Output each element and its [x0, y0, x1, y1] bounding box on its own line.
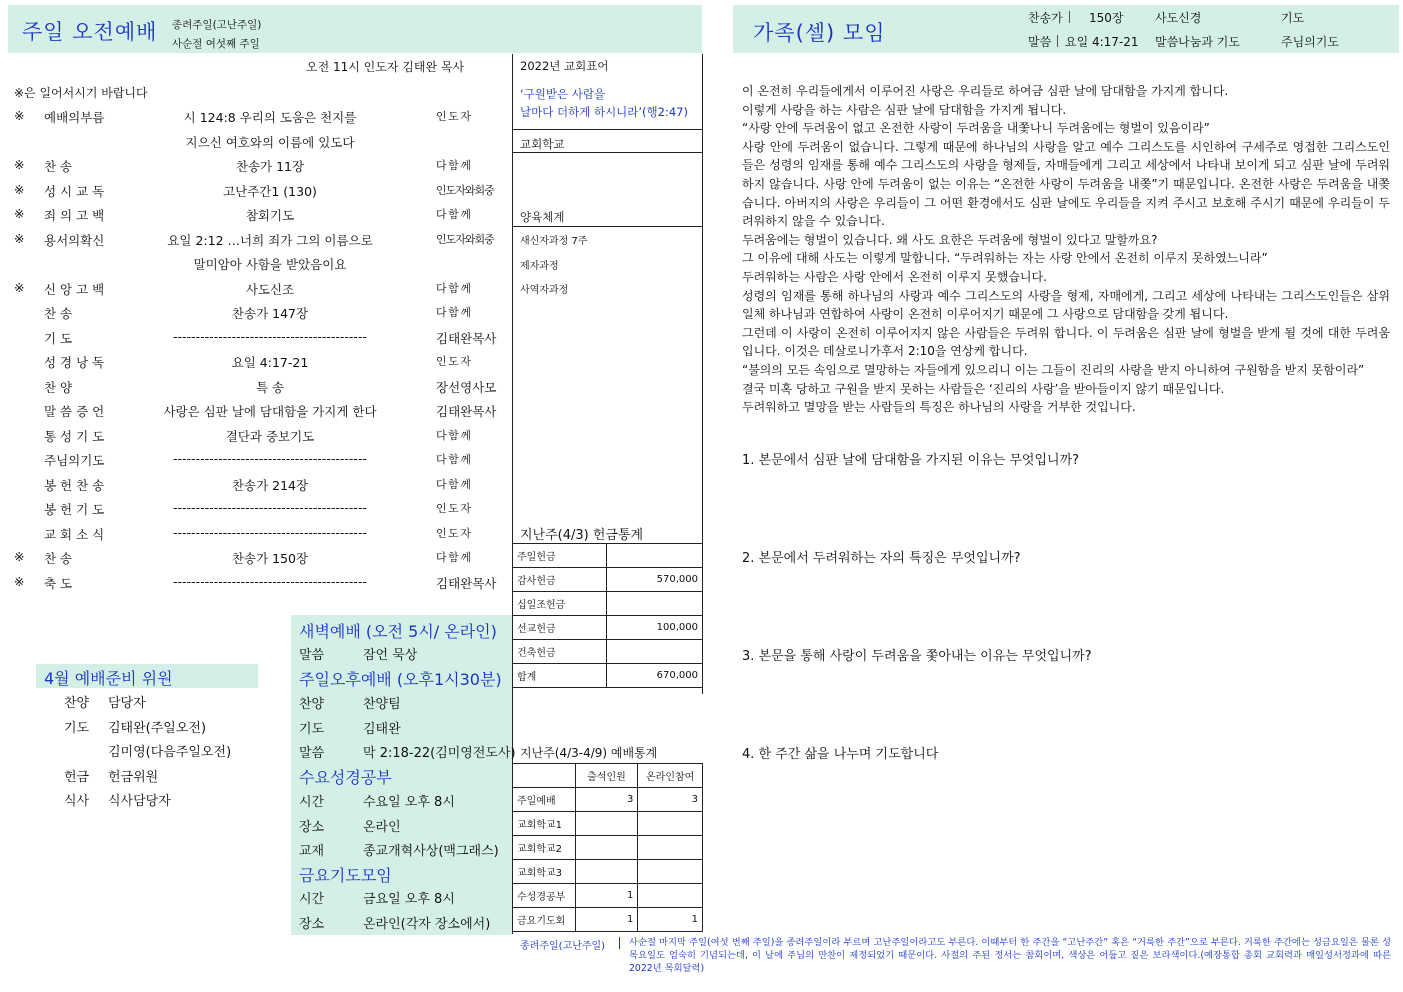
- question-4: 4. 한 주간 삶을 나누며 기도합니다: [742, 747, 939, 762]
- offering-name: 감사헌금: [513, 568, 607, 592]
- attendance-header-cell: 온라인참여: [638, 764, 703, 788]
- offering-table: [512, 543, 703, 688]
- motto-title: 2022년 교회표어: [520, 59, 609, 73]
- offering-amount: 570,000: [607, 568, 703, 592]
- order-item-name: 봉 헌 찬 송: [44, 477, 105, 493]
- worship-header: [8, 5, 702, 53]
- afternoon-row: [299, 693, 401, 712]
- order-row: [0, 349, 512, 373]
- order-row: [0, 251, 512, 275]
- offering-row: [513, 568, 703, 592]
- offering-name: 주일헌금: [513, 544, 607, 568]
- prep-title: 4월 예배준비 위원: [44, 669, 173, 688]
- attendance-name: 수성경공부: [513, 884, 576, 908]
- prep-row: [64, 790, 171, 809]
- order-item-content: 요일 4:17-21: [231, 355, 309, 370]
- order-row: [0, 276, 512, 300]
- fri-label: 시간: [299, 892, 325, 907]
- attendance-row: [513, 860, 703, 884]
- attendance-name: 교회학교1: [513, 812, 576, 836]
- order-stand-mark: ※: [14, 549, 25, 564]
- prep-value: 식사담당자: [108, 794, 171, 809]
- fri-label: 장소: [299, 916, 325, 932]
- attendance-row: [513, 788, 703, 812]
- order-item-name: 신 앙 고 백: [44, 281, 105, 297]
- attendance-present: [575, 836, 638, 860]
- dawn-word-label: 말씀: [299, 648, 325, 663]
- training-system: 양육체계: [520, 210, 565, 224]
- order-stand-mark: ※: [14, 157, 25, 172]
- order-item-name: 예배의부름: [44, 110, 105, 125]
- afternoon-label: 기도: [299, 721, 325, 737]
- dawn-word-value: 잠언 묵상: [363, 648, 418, 663]
- cell-separator-1: [1069, 11, 1070, 23]
- divider-training: [512, 226, 702, 227]
- attendance-online: [638, 836, 703, 860]
- fri-value: 온라인(각자 장소에서): [363, 916, 491, 932]
- fri-row: [299, 888, 455, 907]
- order-item-leader: 인 도 자: [436, 110, 470, 123]
- order-item-leader: 다 함 께: [436, 159, 470, 172]
- prep-list: [64, 692, 284, 822]
- attendance-header-cell: 출석인원: [575, 764, 638, 788]
- afternoon-value: 김태완: [363, 721, 401, 737]
- order-row: [0, 398, 512, 422]
- summary-paragraph: 두려움에는 형벌이 있습니다. 왜 사도 요한은 두려움에 형벌이 있다고 말할까요?: [742, 232, 1158, 247]
- prep-value: 김미영(다음주일오전): [108, 745, 232, 760]
- attendance-row: [513, 836, 703, 860]
- presider-line: 오전 11시 인도자 김태완 목사: [306, 60, 465, 74]
- order-item-content: 찬송가 147장: [231, 306, 309, 321]
- wed-value: 수요일 오후 8시: [363, 795, 455, 810]
- cell-hymn-label: 찬송가: [1028, 11, 1063, 25]
- afternoon-value: 찬양팀: [363, 697, 401, 712]
- fri-title: 금요기도모임: [299, 866, 392, 885]
- attendance-present: [575, 812, 638, 836]
- order-item-leader: 김태완목사: [436, 404, 497, 419]
- order-item-leader: 다 함 께: [436, 551, 470, 564]
- order-row: [0, 374, 512, 398]
- offering-row: [513, 592, 703, 616]
- attendance-row: [513, 812, 703, 836]
- order-stand-mark: ※: [14, 206, 25, 221]
- order-item-name: 찬 송: [44, 159, 73, 174]
- fri-row: [299, 913, 490, 932]
- summary-paragraph: 성령의 임재를 통해 하나님의 사랑과 예수 그리스도의 사랑을 형제, 자매에게, 그리고 세상에 나타내는 그리스도인들은 삼위일체 하나님과 연합하여 사랑이 온전히 이루어지기 때문에 그 사랑으로 담대함을 갖게 됩니다.: [742, 288, 1390, 322]
- order-item-name: 용서의확신: [44, 232, 105, 248]
- order-of-worship: [0, 104, 512, 594]
- attendance-present: [575, 860, 638, 884]
- dawn-title: 새벽예배 (오전 5시/ 온라인): [299, 622, 497, 641]
- order-item-content: 결단과 중보기도: [225, 428, 315, 444]
- church-school: 교회학교: [520, 137, 565, 151]
- order-item-content: 고난주간1 (130): [223, 183, 317, 199]
- prep-value: 담당자: [108, 696, 146, 711]
- footnote-divider: [619, 937, 620, 949]
- order-item-content: 사랑은 심판 날에 담대함을 가지게 한다: [163, 404, 377, 419]
- order-item-content: -------------------------------------------: [173, 524, 367, 540]
- divider-school: [512, 152, 702, 153]
- order-item-name: 축 도: [44, 575, 73, 591]
- offering-amount: [607, 544, 703, 568]
- attendance-online: 3: [638, 788, 703, 812]
- offering-row: [513, 664, 703, 688]
- prep-header: [36, 664, 258, 688]
- order-row: [0, 129, 512, 153]
- attendance-present: 1: [575, 908, 638, 932]
- order-item-leader: 다 함 께: [436, 453, 470, 466]
- offering-amount: [607, 640, 703, 664]
- afternoon-label: 찬양: [299, 697, 325, 712]
- offering-row: [513, 616, 703, 640]
- order-item-name: 봉 헌 기 도: [44, 502, 105, 517]
- offering-name: 십일조헌금: [513, 592, 607, 616]
- order-item-leader: 다 함 께: [436, 428, 470, 442]
- prep-label: 찬양: [64, 696, 90, 711]
- offering-name: 합계: [513, 664, 607, 688]
- question-2: 2. 본문에서 두려워하는 자의 특징은 무엇입니까?: [742, 551, 1021, 566]
- order-item-content: -------------------------------------------: [173, 573, 367, 589]
- attendance-present: 1: [575, 884, 638, 908]
- attendance-online: 1: [638, 908, 703, 932]
- order-item-content: 사도신조: [245, 281, 295, 297]
- afternoon-row: [299, 742, 516, 761]
- prep-row: [64, 717, 206, 736]
- order-row: [0, 472, 512, 496]
- motto-line-1: ‘구원받은 사람을: [520, 87, 606, 101]
- cell-header: [733, 5, 1399, 53]
- order-item-leader: 다 함 께: [436, 477, 470, 491]
- wed-value: 종교개혁사상(맥그래스): [363, 844, 499, 859]
- prep-value: 헌금위원: [108, 769, 159, 785]
- course-2: 제자과정: [520, 261, 559, 272]
- order-item-name: 주님의기도: [44, 453, 105, 468]
- summary-paragraph: 두려워하고 멸망을 받는 사람들의 특징은 하나님의 사랑을 거부한 것입니다.: [742, 400, 1136, 415]
- offering-name: 건축헌금: [513, 640, 607, 664]
- offering-amount: [607, 592, 703, 616]
- course-3: 사역자과정: [520, 285, 569, 296]
- worship-title: 주일 오전예배: [22, 20, 158, 44]
- order-item-name: 찬 송: [44, 306, 73, 321]
- attendance-name: 교회학교3: [513, 860, 576, 884]
- wed-row: [299, 791, 455, 810]
- question-3: 3. 본문을 통해 사랑이 두려움을 쫓아내는 이유는 무엇입니까?: [742, 649, 1092, 664]
- order-row: [0, 423, 512, 447]
- services-panel: [291, 615, 516, 935]
- order-row: [0, 545, 512, 569]
- attendance-header-cell: [513, 764, 576, 788]
- order-item-name: 찬 송: [44, 551, 73, 566]
- sermon-summary: [742, 82, 1390, 417]
- order-item-name: 기 도: [44, 330, 73, 346]
- order-item-leader: 인도자와회중: [436, 232, 494, 246]
- attendance-online: [638, 812, 703, 836]
- offering-title: 지난주(4/3) 헌금통계: [520, 528, 644, 543]
- order-row: [0, 521, 512, 545]
- prep-label: 기도: [64, 720, 90, 736]
- cell-word: 요일 4:17-21: [1065, 35, 1139, 49]
- prep-row: [64, 692, 146, 711]
- attendance-header-row: [513, 764, 703, 788]
- cell-creed: 사도신경: [1155, 11, 1202, 25]
- summary-paragraph: 결국 미혹 당하고 구원을 받지 못하는 사람들은 ‘진리의 사랑’을 받아들이지 않기 때문입니다.: [742, 381, 1225, 396]
- wed-row: [299, 816, 401, 835]
- dawn-word-row: [299, 644, 417, 663]
- cell-prayer: 기도: [1281, 11, 1305, 25]
- offering-row: [513, 544, 703, 568]
- attendance-online: [638, 884, 703, 908]
- order-row: [0, 227, 512, 251]
- divider-motto: [512, 129, 702, 130]
- order-row: [0, 300, 512, 324]
- motto-line-2: 날마다 더하게 하시니라’(행2:47): [520, 105, 688, 119]
- attendance-name: 주일예배: [513, 788, 576, 812]
- order-row: [0, 325, 512, 349]
- order-item-name: 성 시 교 독: [44, 183, 105, 199]
- attendance-present: 3: [575, 788, 638, 812]
- order-item-leader: 인 도 자: [436, 526, 470, 540]
- order-item-leader: 인도자와회중: [436, 183, 494, 197]
- order-item-leader: 다 함 께: [436, 281, 470, 295]
- order-item-leader: 장선영사모: [436, 379, 497, 395]
- order-row: [0, 202, 512, 226]
- order-item-content: 참회기도: [245, 208, 295, 223]
- order-row: [0, 178, 512, 202]
- order-row: [0, 153, 512, 177]
- attendance-row: [513, 908, 703, 932]
- order-item-leader: 다 함 께: [436, 208, 470, 221]
- summary-paragraph: “불의의 모든 속임으로 멸망하는 자들에게 있으리니 이는 그들이 진리의 사랑을 받지 아니하여 구원함을 받지 못함이라”: [742, 362, 1365, 377]
- wed-row: [299, 840, 499, 859]
- summary-paragraph: 그런데 이 사랑이 온전히 이루어지지 않은 사람들은 두려워 합니다. 이 두려움은 심판 날에 형벌을 받게 될 것에 대한 두려움입니다. 이것은 데살로니가후서 2:10을 연상케 합니다.: [742, 325, 1390, 359]
- order-row: [0, 570, 512, 594]
- attendance-online: [638, 860, 703, 884]
- wed-label: 장소: [299, 819, 325, 835]
- order-stand-mark: ※: [14, 230, 25, 246]
- order-item-leader: 인 도 자: [436, 355, 470, 368]
- worship-subtitle-1: 종려주일(고난주일): [172, 19, 262, 31]
- summary-paragraph: 두려워하는 사람은 사랑 안에서 온전히 이루지 못했습니다.: [742, 269, 1047, 284]
- order-item-content: -------------------------------------------: [173, 500, 367, 515]
- order-item-leader: 다 함 께: [436, 306, 470, 319]
- cell-word-label: 말씀: [1028, 35, 1052, 49]
- attendance-table: [512, 763, 703, 932]
- afternoon-label: 말씀: [299, 746, 325, 761]
- order-item-name: 찬 양: [44, 379, 73, 395]
- order-item-name: 교 회 소 식: [44, 526, 105, 542]
- order-item-content: -------------------------------------------: [173, 328, 367, 344]
- summary-paragraph: 사랑 안에 두려움이 없습니다. 그렇게 때문에 하나님의 사랑을 알고 예수 그리스도를 시인하여 구세주로 영접한 그리스도인들은 성령의 임재를 통해 예수 그리스도의 사랑을 형제들, 자매들에게 그리고 세상에서 나타내 보이게 되고 심판 날에 두려워하지 않습니다. 사랑 안에 두려움이 없는 이유는 “온전한 사랑이 두려움을 내쫒”기 때문입니다. 온전한 사랑은 두려움을 내쫒습니다. 아버지의 사랑은 우리들이 그 어떤 환경에서도 심판 날에도 우리들을 지켜 주시고 보호해 주시기 때문에 우리들이 두려워하지 않을 수 있습니다.: [742, 139, 1390, 229]
- order-item-content: 지으신 여호와의 이름에 있도다: [185, 134, 355, 150]
- wed-value: 온라인: [363, 819, 401, 835]
- order-item-content: 말미암아 사함을 받았음이요: [193, 257, 347, 272]
- cell-hymn: 150장: [1089, 11, 1124, 25]
- order-stand-mark: ※: [14, 181, 25, 197]
- prep-label: 헌금: [64, 769, 90, 785]
- afternoon-title: 주일오후예배 (오후1시30분): [299, 670, 502, 689]
- order-item-leader: 김태완목사: [436, 330, 497, 346]
- fri-value: 금요일 오후 8시: [363, 892, 455, 907]
- order-item-content: -------------------------------------------: [173, 451, 367, 466]
- offering-row: [513, 640, 703, 664]
- order-item-content: 찬송가 150장: [231, 551, 309, 566]
- order-item-name: 통 성 기 도: [44, 428, 105, 444]
- wed-label: 교재: [299, 844, 325, 859]
- summary-paragraph: 이렇게 사랑을 하는 사람은 심판 날에 담대함을 가지게 됩니다.: [742, 102, 1067, 117]
- order-item-leader: 인 도 자: [436, 502, 470, 515]
- prep-row: [64, 741, 231, 760]
- order-item-content: 요일 2:12 …너희 죄가 그의 이름으로: [167, 232, 373, 248]
- order-item-name: 죄 의 고 백: [44, 208, 105, 223]
- offering-amount: 100,000: [607, 616, 703, 640]
- prep-label: 식사: [64, 794, 90, 809]
- order-stand-mark: ※: [14, 279, 25, 295]
- stand-note: ※은 일어서시기 바랍니다: [14, 86, 148, 100]
- offering-amount: 670,000: [607, 664, 703, 688]
- order-item-name: 말 씀 증 언: [44, 404, 105, 419]
- order-row: [0, 496, 512, 520]
- order-stand-mark: ※: [14, 108, 25, 123]
- order-item-name: 성 경 낭 독: [44, 355, 105, 370]
- attendance-row: [513, 884, 703, 908]
- attendance-title: 지난주(4/3-4/9) 예배통계: [520, 746, 658, 760]
- offering-name: 선교헌금: [513, 616, 607, 640]
- course-1: 새신자과정 7주: [520, 236, 588, 247]
- afternoon-row: [299, 718, 401, 737]
- prep-value: 김태완(주일오전): [108, 720, 207, 736]
- summary-paragraph: 이 온전히 우리들에게서 이루어진 사랑은 우리들로 하여금 심판 날에 담대함을 가지게 합니다.: [742, 84, 1229, 98]
- order-item-content: 찬송가 11장: [235, 159, 305, 174]
- question-1: 1. 본문에서 심판 날에 담대함을 가지된 이유는 무엇입니까?: [742, 453, 1080, 468]
- summary-paragraph: “사랑 안에 두려움이 없고 온전한 사랑이 두려움을 내쫓나니 두려움에는 형벌이 있음이라”: [742, 121, 1210, 136]
- cell-separator-2: [1057, 35, 1058, 47]
- order-item-content: 시 124:8 우리의 도움은 천지를: [183, 110, 357, 125]
- attendance-name: 금요기도회: [513, 908, 576, 932]
- order-stand-mark: ※: [14, 573, 25, 589]
- summary-paragraph: 그 이유에 대해 사도는 이렇게 말합니다. “두려워하는 자는 사랑 안에서 온전히 이루지 못하였느니라”: [742, 251, 1268, 266]
- worship-subtitle-2: 사순절 여섯째 주일: [172, 38, 260, 50]
- cell-lords-prayer: 주님의기도: [1281, 35, 1339, 49]
- order-row: [0, 104, 512, 128]
- order-row: [0, 447, 512, 471]
- attendance-name: 교회학교2: [513, 836, 576, 860]
- wed-title: 수요성경공부: [299, 768, 392, 787]
- order-item-content: 특 송: [255, 379, 285, 395]
- order-item-leader: 김태완목사: [436, 575, 497, 591]
- prep-row: [64, 766, 158, 785]
- footnote-text: 사순절 마지막 주일(여섯 번째 주일)을 종려주일이라 부르며 고난주일이라고도 부른다. 이때부터 한 주간을 “고난주간” 혹은 “거룩한 주간”으로 부른다. 거룩한 주간에는 성금요일은 물론 성목요일도 엄숙히 기념되는데, 이 날에 주님의 만찬이 제정되었기 때문이다. 사절의 주된 정서는 참회이며, 색상은 어둡고 짙은 보라색이다.(예장통합 총회 교회력과 매일성서정과에 따른 2022년 목회달력): [629, 937, 1391, 974]
- order-item-content: 찬송가 214장: [231, 477, 309, 493]
- wed-label: 시간: [299, 795, 325, 810]
- cell-share: 말씀나눔과 기도: [1155, 35, 1240, 49]
- cell-title: 가족(셀) 모임: [753, 21, 886, 45]
- afternoon-value: 막 2:18-22(김미영전도사): [363, 746, 516, 761]
- footnote-term: 종려주일(고난주일): [520, 941, 606, 952]
